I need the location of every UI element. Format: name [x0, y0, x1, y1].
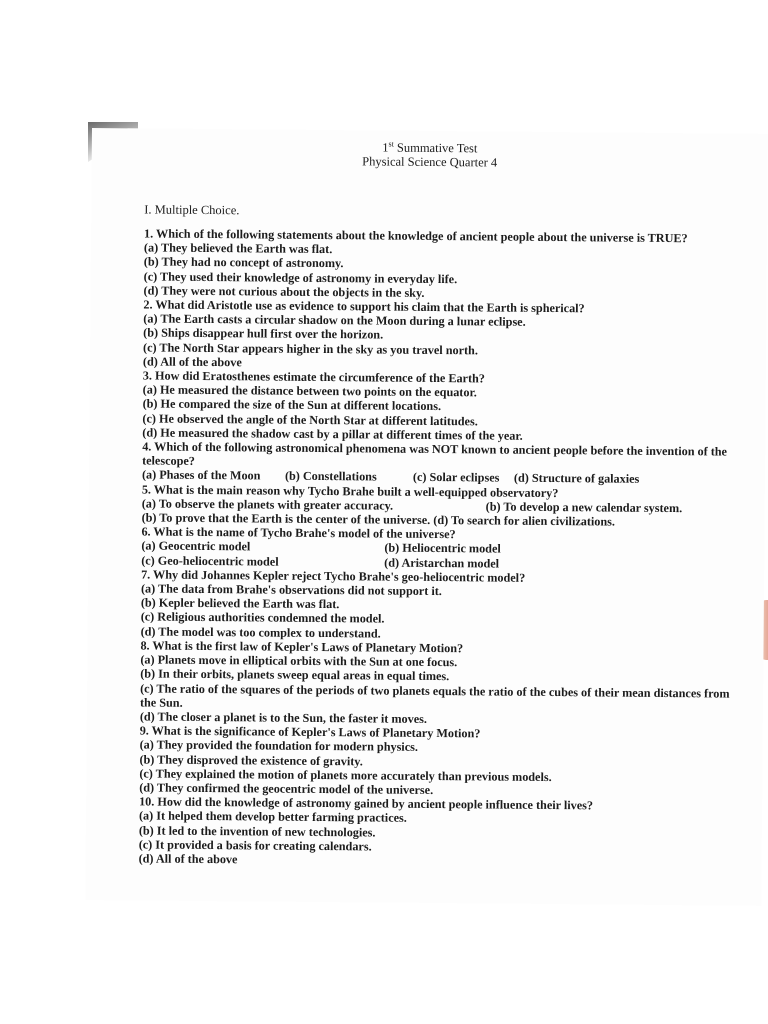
q6-option-b: (b) Heliocentric model — [384, 541, 501, 557]
q7-option-b: (b) Kepler believed the Earth was flat. — [140, 595, 340, 612]
q8-option-c: (c) The ratio of the squares of the periods of two planets equals the ratio of the cubes of their mean distances from the Sun. — [139, 680, 730, 710]
q1-option-a: (a) They believed the Earth was flat. — [143, 240, 333, 257]
question-3: 3. How did Eratosthenes estimate the circumference of the Earth? — [142, 368, 485, 386]
q4-option-b: (b) Constellations — [284, 469, 377, 484]
question-5: 5. What is the main reason why Tycho Brahe built a well-equipped observatory? — [141, 482, 559, 500]
question-list — [139, 226, 745, 870]
q1-option-c: (c) They used their knowledge of astronomy in everyday life. — [143, 269, 458, 286]
question-7: 7. Why did Johannes Kepler reject Tycho Brahe's geo-heliocentric model? — [141, 567, 526, 585]
question-8: 8. What is the first law of Kepler's Laws of Planetary Motion? — [140, 638, 464, 656]
q6-option-a: (a) Geocentric model — [141, 538, 251, 554]
q5-option-d: (d) To search for alien civilizations. — [433, 513, 616, 529]
question-6: 6. What is the name of Tycho Brahe's model of the universe? — [141, 524, 456, 542]
test-title: 1st Summative Test — [382, 139, 478, 156]
q4-option-a: (a) Phases of the Moon — [141, 467, 261, 483]
section-heading: I. Multiple Choice. — [144, 202, 240, 218]
question-4: 4. Which of the following astronomical phenomena was NOT known to ancient people before the invention of the telescope? — [142, 439, 728, 469]
q7-option-c: (c) Religious authorities condemned the model. — [140, 609, 385, 627]
q10-option-c: (c) It provided a basis for creating calendars. — [138, 837, 372, 854]
q9-option-c: (c) They explained the motion of planets more accurately than previous models. — [139, 766, 552, 784]
q3-option-b: (b) He compared the size of the Sun at different locations. — [142, 396, 442, 414]
question-9: 9. What is the significance of Kepler's Laws of Planetary Motion? — [139, 723, 481, 741]
q4-option-c: (c) Solar eclipses — [412, 470, 500, 486]
q2-option-c: (c) The North Star appears higher in the sky as you travel north. — [143, 340, 478, 358]
q3-option-c: (c) He observed the angle of the North Star at different latitudes. — [142, 411, 478, 429]
test-paper — [85, 128, 768, 906]
q2-option-a: (a) The Earth casts a circular shadow on the Moon during a lunar eclipse. — [143, 311, 526, 330]
q4-option-d: (d) Structure of galaxies — [513, 471, 640, 487]
q5-option-a: (a) To observe the planets with greater accuracy. — [141, 496, 394, 513]
q1-option-b: (b) They had no concept of astronomy. — [143, 254, 344, 271]
q5-option-b: (b) To develop a new calendar system. — [485, 499, 683, 516]
question-10: 10. How did the knowledge of astronomy gained by ancient people influence their lives? — [139, 794, 594, 813]
q1-option-d: (d) They were not curious about the objects in the sky. — [143, 283, 425, 300]
q3-option-a: (a) He measured the distance between two points on the equator. — [142, 382, 477, 400]
q10-option-b: (b) It led to the invention of new technologies. — [138, 822, 376, 840]
q7-option-a: (a) The data from Brahe's observations did not support it. — [140, 581, 442, 599]
question-1: 1. Which of the following statements about the knowledge of ancient people about the universe is TRUE? — [144, 226, 688, 246]
q10-option-a: (a) It helped them develop better farming practices. — [138, 808, 407, 826]
q5-option-c: (b) To prove that the Earth is the center of the universe. — [141, 510, 431, 528]
question-2: 2. What did Aristotle use as evidence to support his claim that the Earth is spherical? — [143, 297, 585, 316]
q3-option-d: (d) He measured the shadow cast by a pillar at different times of the year. — [142, 425, 523, 443]
q10-option-d: (d) All of the above — [138, 851, 238, 867]
q8-option-b: (b) In their orbits, planets sweep equal areas in equal times. — [140, 666, 450, 684]
test-subtitle: Physical Science Quarter 4 — [362, 154, 498, 170]
q6-option-c: (c) Geo-heliocentric model — [141, 553, 279, 569]
q9-option-d: (d) They confirmed the geocentric model of the universe. — [139, 780, 434, 797]
q6-option-d: (d) Aristarchan model — [384, 555, 500, 571]
q8-option-d: (d) The closer a planet is to the Sun, the faster it moves. — [139, 709, 427, 726]
q7-option-d: (d) The model was too complex to understand. — [140, 624, 381, 641]
q2-option-d: (d) All of the above — [142, 354, 242, 370]
q9-option-a: (a) They provided the foundation for modern physics. — [139, 737, 418, 755]
q8-option-a: (a) Planets move in elliptical orbits with the Sun at one focus. — [140, 652, 458, 670]
q9-option-b: (b) They disproved the existence of gravity. — [139, 751, 363, 768]
q2-option-b: (b) Ships disappear hull first over the horizon. — [143, 325, 384, 342]
